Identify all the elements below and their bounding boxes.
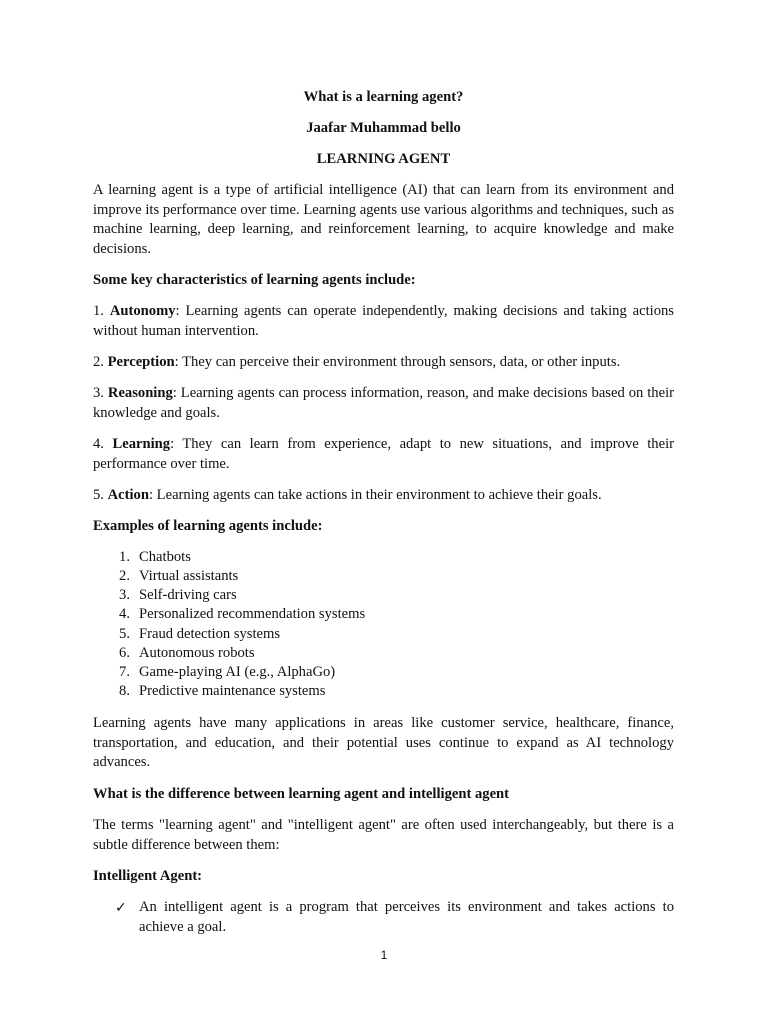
characteristic-text: : Learning agents can process information, reason, and make decisions based on their knowledge and goals. xyxy=(93,385,674,421)
intelligent-agent-heading: Intelligent Agent: xyxy=(93,868,203,884)
characteristic-number: 5. xyxy=(93,487,104,503)
list-item-text: Predictive maintenance systems xyxy=(139,683,326,699)
list-item-text: Autonomous robots xyxy=(139,645,255,661)
list-item-number: 3. xyxy=(119,587,130,603)
list-item-number: 8. xyxy=(119,683,130,699)
list-item-number: 1. xyxy=(119,549,130,565)
characteristic-term: Action xyxy=(107,487,149,503)
list-item-text: Chatbots xyxy=(139,549,191,565)
characteristic-number: 2. xyxy=(93,354,104,370)
list-item xyxy=(114,644,414,663)
difference-intro: The terms "learning agent" and "intelligent agent" are often used interchangeably, but there is a subtle difference between them: xyxy=(93,817,674,853)
characteristic-text: : They can perceive their environment through sensors, data, or other inputs. xyxy=(174,354,621,370)
list-item xyxy=(114,586,414,605)
list-item xyxy=(114,663,414,682)
list-item-number: 4. xyxy=(119,606,130,622)
list-item-number: 5. xyxy=(119,626,130,642)
list-item xyxy=(114,682,414,701)
page-number: 1 xyxy=(380,948,388,962)
characteristic-perception xyxy=(93,353,674,373)
list-item-number: 6. xyxy=(119,645,130,661)
list-item-text: Fraud detection systems xyxy=(139,626,281,642)
section-heading: LEARNING AGENT xyxy=(316,151,451,167)
examples-heading: Examples of learning agents include: xyxy=(93,518,323,534)
intelligent-agent-point: An intelligent agent is a program that perceives its environment and takes actions to achieve a goal. xyxy=(139,899,674,935)
list-item xyxy=(114,605,414,624)
author-name: Jaafar Muhammad bello xyxy=(306,120,461,136)
characteristic-reasoning xyxy=(93,384,674,423)
characteristic-term: Learning xyxy=(112,436,171,452)
characteristic-number: 3. xyxy=(93,385,104,401)
list-item-text: Personalized recommendation systems xyxy=(139,606,366,622)
intro-paragraph: A learning agent is a type of artificial intelligence (AI) that can learn from its environment and improve its performance over time. Learning agents use various algorithms and techniques, such as machine learning, deep learning, and reinforcement learning, to acquire knowledge and make decisions. xyxy=(93,182,674,257)
characteristic-term: Autonomy xyxy=(109,303,176,319)
list-item xyxy=(114,625,414,644)
difference-heading: What is the difference between learning agent and intelligent agent xyxy=(93,786,510,802)
applications-paragraph: Learning agents have many applications in areas like customer service, healthcare, finance, transportation, and education, and their potential uses continue to expand as AI technology advances. xyxy=(93,715,674,771)
characteristic-text: : Learning agents can operate independently, making decisions and taking actions without human intervention. xyxy=(93,303,674,339)
list-item-text: Game-playing AI (e.g., AlphaGo) xyxy=(139,664,336,680)
characteristic-number: 1. xyxy=(93,303,104,319)
list-item-text: Virtual assistants xyxy=(139,568,239,584)
list-item xyxy=(114,548,414,567)
checkmark-icon: ✓ xyxy=(115,900,127,916)
characteristic-text: : Learning agents can take actions in their environment to achieve their goals. xyxy=(148,487,602,503)
list-item-text: Self-driving cars xyxy=(139,587,237,603)
characteristic-term: Perception xyxy=(107,354,175,370)
characteristic-action xyxy=(93,486,674,506)
characteristics-heading: Some key characteristics of learning agents include: xyxy=(93,272,416,288)
characteristic-number: 4. xyxy=(93,436,104,452)
list-item xyxy=(114,567,414,586)
document-title: What is a learning agent? xyxy=(303,89,464,105)
list-item-number: 2. xyxy=(119,568,130,584)
characteristic-learning xyxy=(93,435,674,474)
characteristic-text: : They can learn from experience, adapt to new situations, and improve their performance over time. xyxy=(93,436,674,472)
characteristic-term: Reasoning xyxy=(107,385,173,401)
list-item-number: 7. xyxy=(119,664,130,680)
characteristic-autonomy xyxy=(93,302,674,341)
